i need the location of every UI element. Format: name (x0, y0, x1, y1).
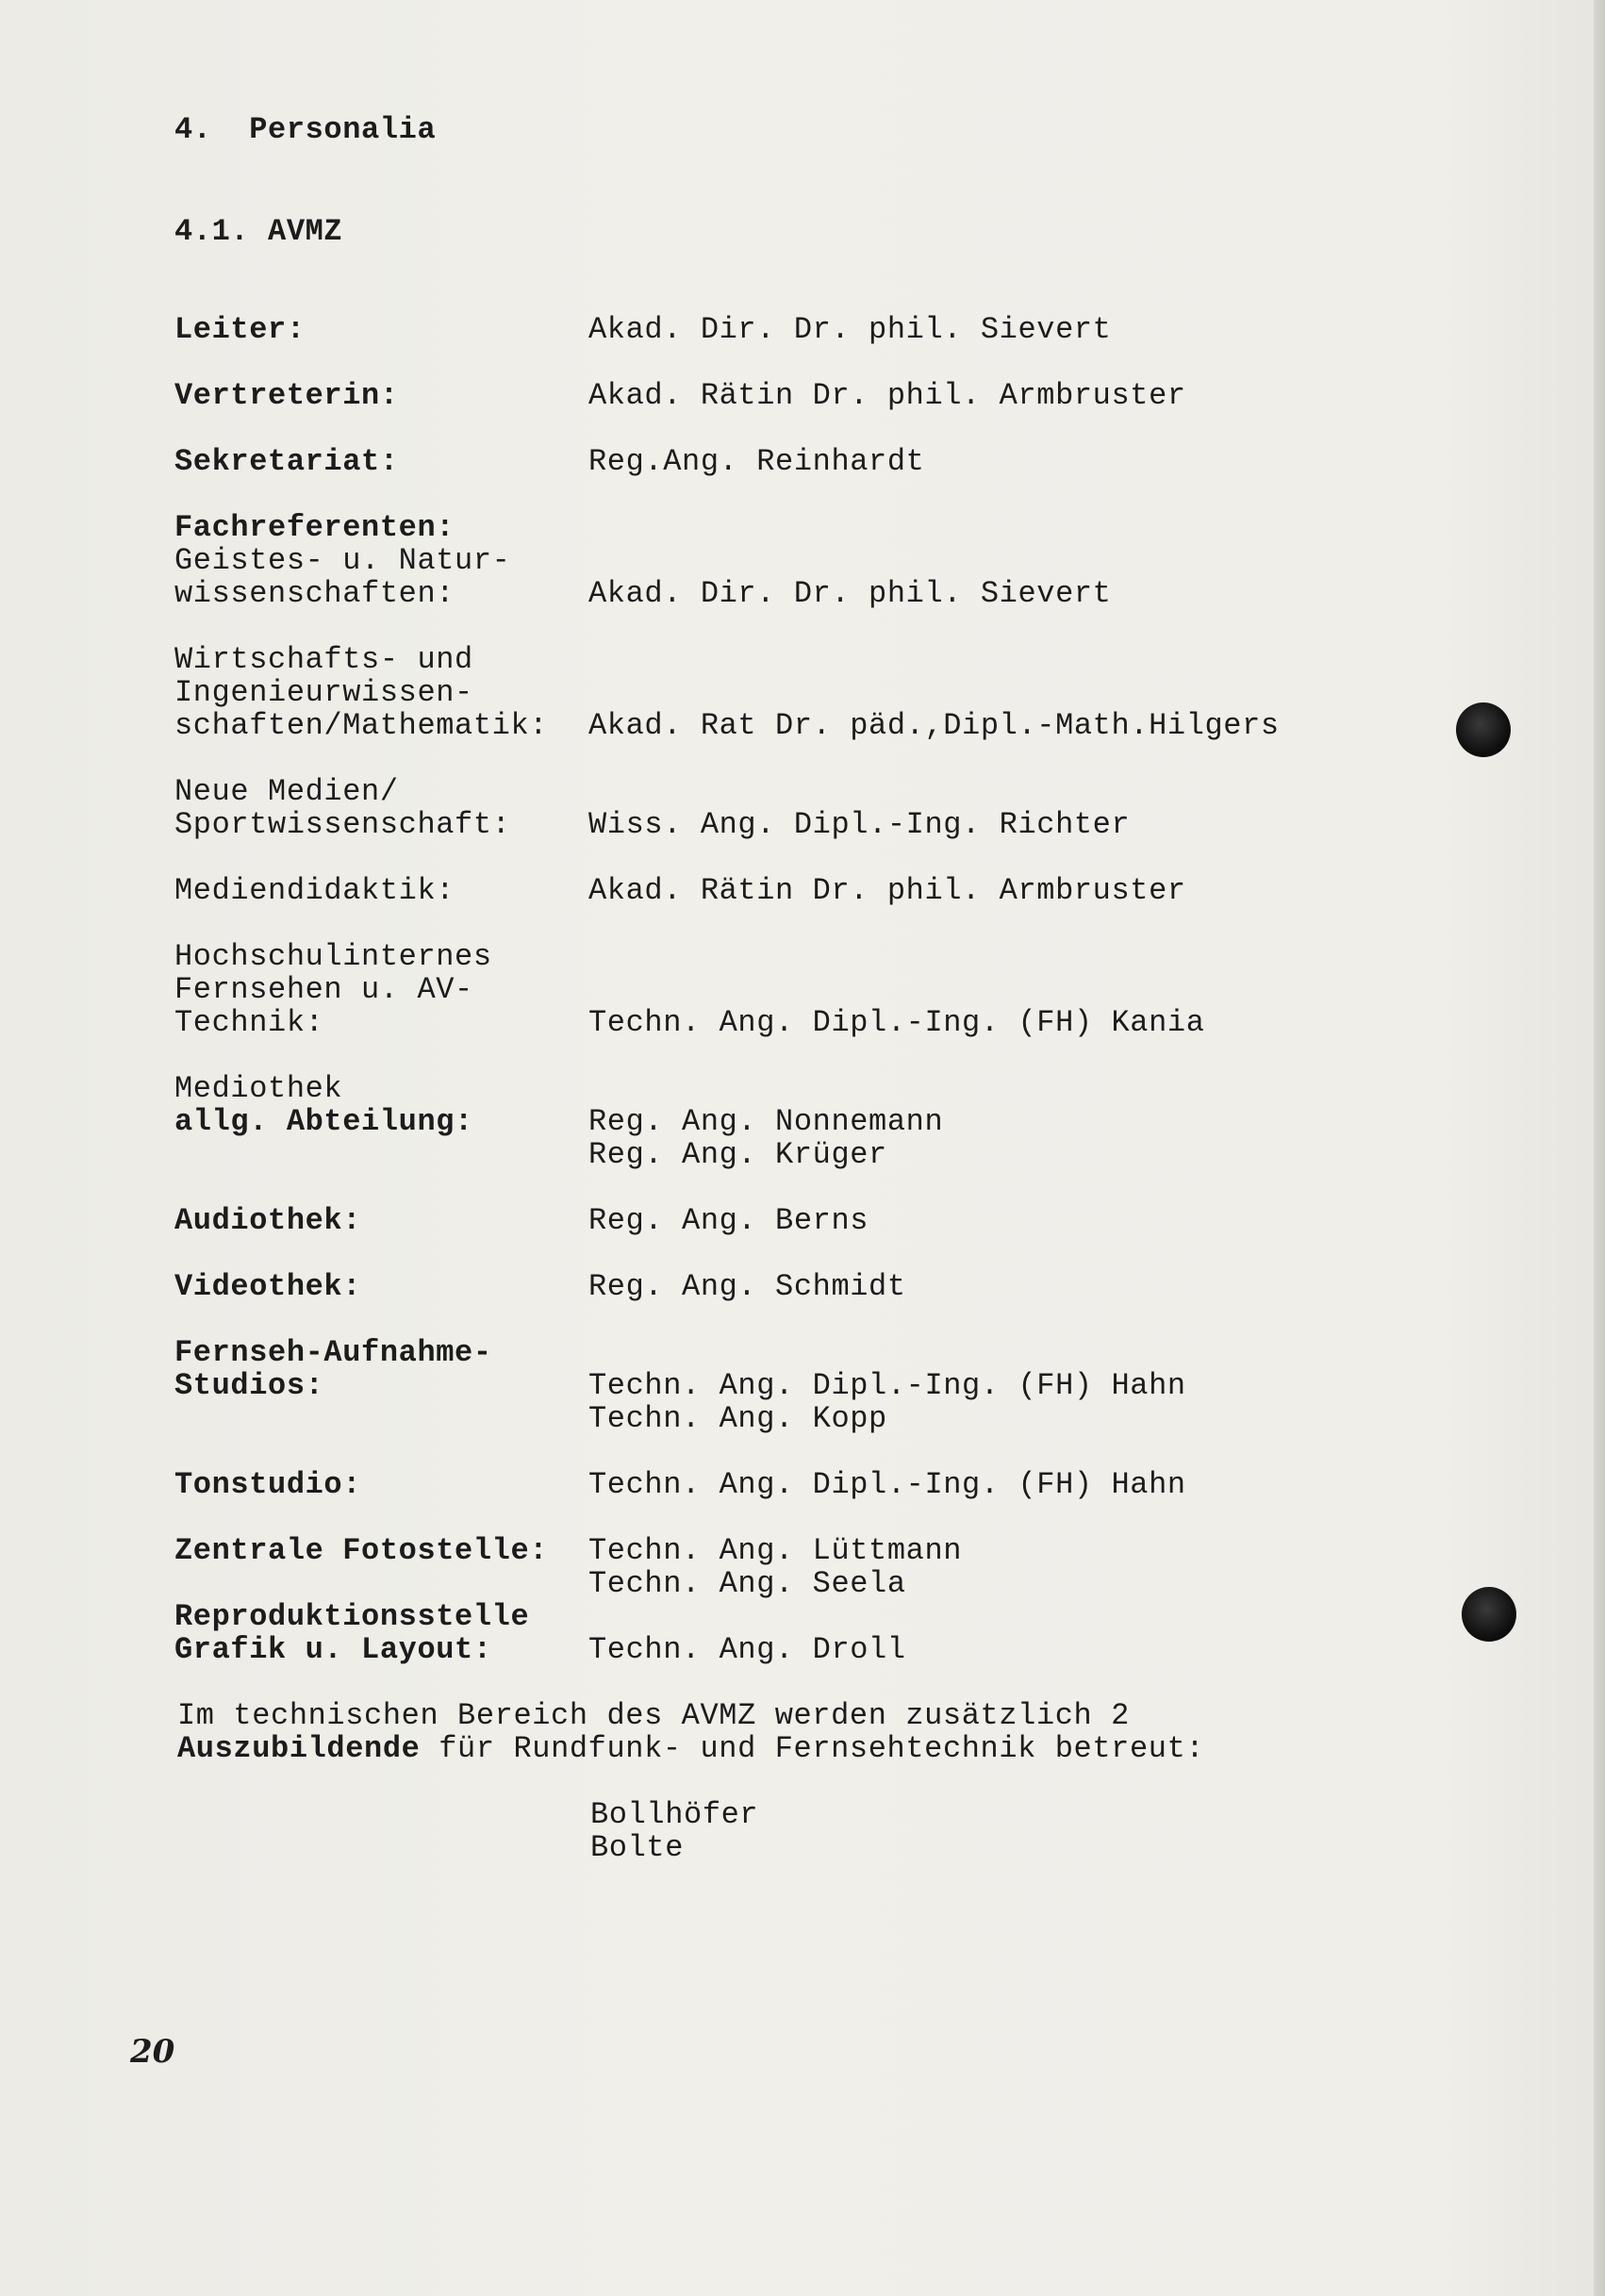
wirtschaft-label-1: Wirtschafts- und (174, 642, 473, 677)
hochschul-label-2: Fernsehen u. AV- (174, 972, 473, 1007)
videothek-name: Reg. Ang. Schmidt (588, 1269, 906, 1304)
fernseh-label-2: Studios: (174, 1368, 324, 1403)
hochschul-label-3: Technik: (174, 1005, 324, 1040)
foto-label: Zentrale Fotostelle: (174, 1533, 549, 1568)
mediothek-name-2: Reg. Ang. Krüger (588, 1137, 887, 1172)
repro-name: Techn. Ang. Droll (588, 1632, 906, 1667)
sekretariat-label: Sekretariat: (174, 444, 399, 479)
tonstudio-name: Techn. Ang. Dipl.-Ing. (FH) Hahn (588, 1467, 1186, 1502)
medien-name: Wiss. Ang. Dipl.-Ing. Richter (588, 807, 1131, 842)
didaktik-label: Mediendidaktik: (174, 873, 455, 908)
tonstudio-label: Tonstudio: (174, 1467, 362, 1502)
leiter-label: Leiter: (174, 312, 306, 347)
punch-hole-bottom (1462, 1587, 1516, 1642)
page-edge (1594, 0, 1605, 2296)
medien-label-2: Sportwissenschaft: (174, 807, 511, 842)
wirtschaft-label-3: schaften/Mathematik: (174, 708, 549, 743)
sekretariat-name: Reg.Ang. Reinhardt (588, 444, 925, 479)
audiothek-label: Audiothek: (174, 1203, 362, 1238)
repro-label-2: Grafik u. Layout: (174, 1632, 492, 1667)
fernseh-name-1: Techn. Ang. Dipl.-Ing. (FH) Hahn (588, 1368, 1186, 1403)
punch-hole-top (1456, 702, 1511, 757)
medien-label-1: Neue Medien/ (174, 774, 399, 809)
section-heading: 4. Personalia (174, 112, 437, 147)
wirtschaft-label-2: Ingenieurwissen- (174, 675, 473, 710)
mediothek-name-1: Reg. Ang. Nonnemann (588, 1104, 944, 1139)
repro-label-1: Reproduktionsstelle (174, 1599, 530, 1634)
mediothek-label-1: Mediothek (174, 1071, 343, 1106)
audiothek-name: Reg. Ang. Berns (588, 1203, 869, 1238)
foto-name-1: Techn. Ang. Lüttmann (588, 1533, 963, 1568)
mediothek-label-2: allg. Abteilung: (174, 1104, 473, 1139)
videothek-label: Videothek: (174, 1269, 362, 1304)
leiter-name: Akad. Dir. Dr. phil. Sievert (588, 312, 1112, 347)
subsection-heading: 4.1. AVMZ (174, 214, 343, 249)
geistes-label-1: Geistes- u. Natur- (174, 543, 511, 578)
wirtschaft-name: Akad. Rat Dr. päd.,Dipl.-Math.Hilgers (588, 708, 1280, 743)
note-line-2-rest: für Rundfunk- und Fernsehtechnik betreut: (420, 1731, 1205, 1766)
note-line-2 (177, 1732, 1204, 1765)
vertreterin-name: Akad. Rätin Dr. phil. Armbruster (588, 378, 1186, 413)
foto-name-2: Techn. Ang. Seela (588, 1566, 906, 1601)
note-name-2: Bolte (590, 1830, 685, 1865)
note-line-2-bold: Auszubildende (177, 1731, 421, 1766)
fernseh-label-1: Fernseh-Aufnahme- (174, 1335, 492, 1370)
note-line-1: Im technischen Bereich des AVMZ werden zusätzlich 2 (177, 1698, 1130, 1733)
page-number: 20 (130, 2033, 175, 2071)
fernseh-name-2: Techn. Ang. Kopp (588, 1401, 887, 1436)
didaktik-name: Akad. Rätin Dr. phil. Armbruster (588, 873, 1186, 908)
hochschul-name: Techn. Ang. Dipl.-Ing. (FH) Kania (588, 1005, 1205, 1040)
fachreferenten-label: Fachreferenten: (174, 510, 455, 545)
note-name-1: Bollhöfer (590, 1797, 759, 1832)
vertreterin-label: Vertreterin: (174, 378, 399, 413)
hochschul-label-1: Hochschulinternes (174, 939, 492, 974)
geistes-label-2: wissenschaften: (174, 576, 455, 611)
geistes-name: Akad. Dir. Dr. phil. Sievert (588, 576, 1112, 611)
